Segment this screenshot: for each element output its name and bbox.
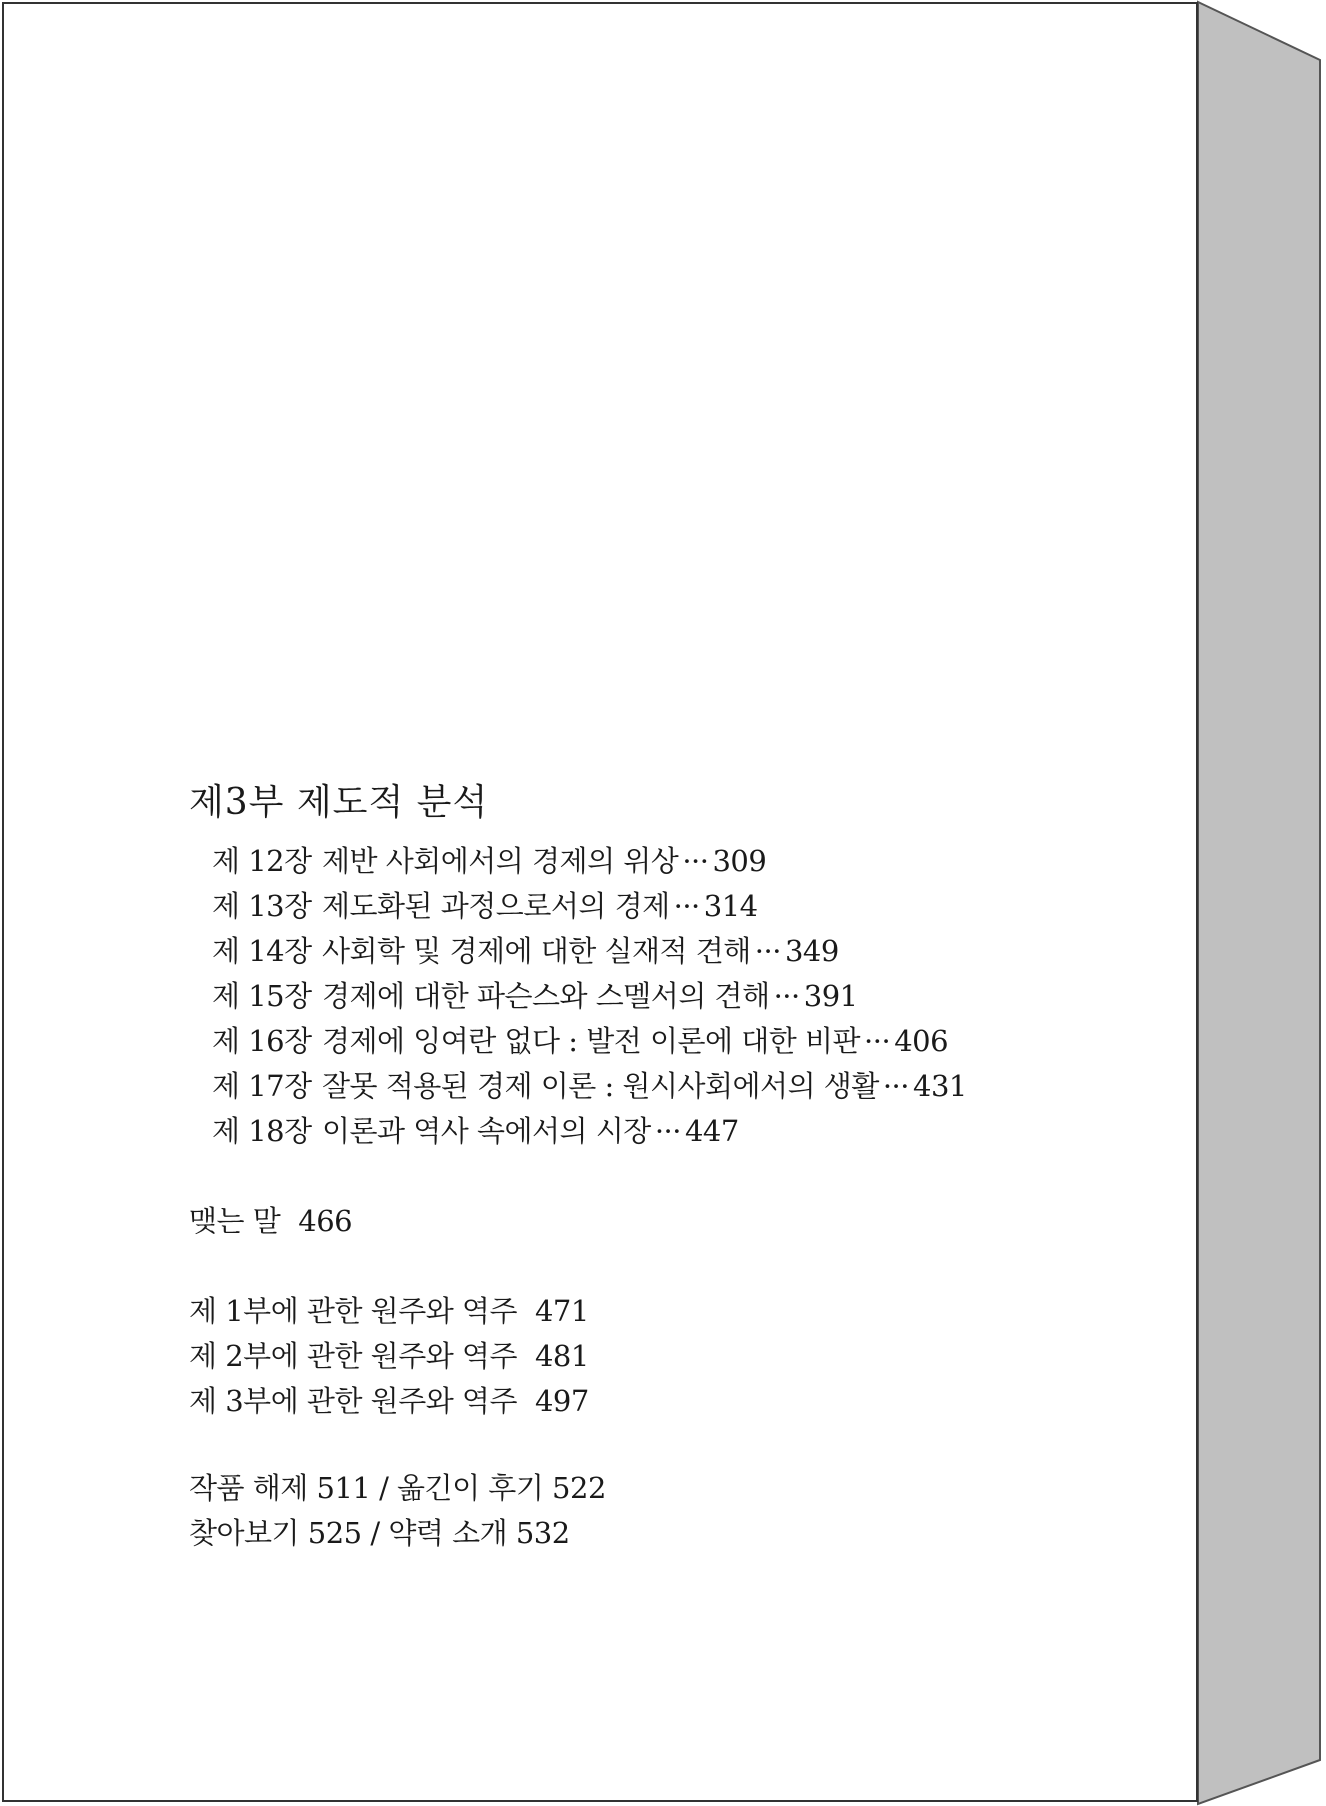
chapter-number: 제 12장 bbox=[212, 844, 312, 878]
chapter-title: 제도화된 과정으로서의 경제 bbox=[322, 889, 670, 923]
notes-entry bbox=[189, 1379, 589, 1420]
chapter-number: 제 18장 bbox=[212, 1114, 312, 1148]
chapter-number: 제 14장 bbox=[212, 934, 312, 968]
closing-label: 맺는 말 bbox=[189, 1204, 281, 1238]
back-matter-entry: 찾아보기 525 / 약력 소개 532 bbox=[189, 1516, 570, 1550]
notes-label: 제 1부에 관한 원주와 역주 bbox=[189, 1294, 517, 1328]
notes-page: 481 bbox=[534, 1339, 589, 1373]
chapter-number: 제 13장 bbox=[212, 889, 312, 923]
chapter-page: 391 bbox=[803, 979, 858, 1013]
back-matter-entry: 작품 해제 511 / 옮긴이 후기 522 bbox=[189, 1471, 606, 1505]
leader-dots: ··· bbox=[773, 979, 800, 1013]
chapter-title: 경제에 잉여란 없다 : 발전 이론에 대한 비판 bbox=[322, 1024, 861, 1058]
closing-entry bbox=[189, 1199, 352, 1240]
notes-page: 471 bbox=[534, 1294, 589, 1328]
chapter-number: 제 17장 bbox=[212, 1069, 312, 1103]
chapter-entry bbox=[212, 974, 858, 1015]
chapter-page: 447 bbox=[684, 1114, 739, 1148]
chapter-entry bbox=[212, 839, 766, 880]
chapter-page: 314 bbox=[703, 889, 758, 923]
leader-dots: ··· bbox=[673, 889, 700, 923]
leader-dots: ··· bbox=[754, 934, 781, 968]
notes-entry bbox=[189, 1289, 589, 1330]
chapter-entry bbox=[212, 929, 839, 970]
notes-label: 제 2부에 관한 원주와 역주 bbox=[189, 1339, 517, 1373]
chapter-page: 309 bbox=[712, 844, 767, 878]
chapter-number: 제 15장 bbox=[212, 979, 312, 1013]
chapter-entry bbox=[212, 1019, 948, 1060]
chapter-page: 349 bbox=[784, 934, 839, 968]
chapter-page: 406 bbox=[894, 1024, 949, 1058]
notes-entry bbox=[189, 1334, 589, 1375]
chapter-entry bbox=[212, 1064, 967, 1105]
notes-label: 제 3부에 관한 원주와 역주 bbox=[189, 1384, 517, 1418]
chapter-number: 제 16장 bbox=[212, 1024, 312, 1058]
chapter-title: 이론과 역사 속에서의 시장 bbox=[322, 1114, 651, 1148]
leader-dots: ··· bbox=[864, 1024, 891, 1058]
table-of-contents bbox=[4, 4, 1200, 1804]
closing-page: 466 bbox=[298, 1204, 353, 1238]
chapter-page: 431 bbox=[913, 1069, 967, 1103]
chapter-title: 제반 사회에서의 경제의 위상 bbox=[322, 844, 679, 878]
leader-dots: ··· bbox=[654, 1114, 681, 1148]
chapter-entry bbox=[212, 1109, 739, 1150]
chapter-title: 잘못 적용된 경제 이론 : 원시사회에서의 생활 bbox=[322, 1069, 879, 1103]
book-page bbox=[2, 2, 1198, 1802]
part-title: 제3부 제도적 분석 bbox=[189, 782, 489, 823]
notes-page: 497 bbox=[534, 1384, 589, 1418]
chapter-entry bbox=[212, 884, 758, 925]
chapter-title: 경제에 대한 파슨스와 스멜서의 견해 bbox=[322, 979, 770, 1013]
leader-dots: ··· bbox=[882, 1069, 909, 1103]
chapter-title: 사회학 및 경제에 대한 실재적 견해 bbox=[322, 934, 751, 968]
leader-dots: ··· bbox=[682, 844, 709, 878]
